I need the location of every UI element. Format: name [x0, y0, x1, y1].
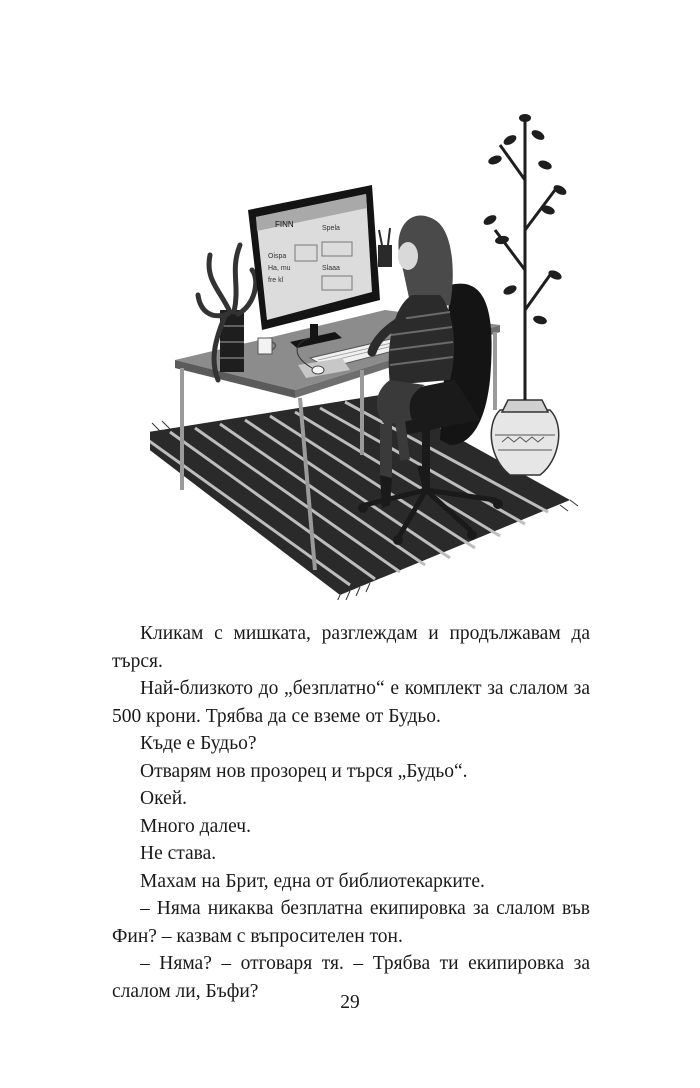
- paragraph: – Няма никаква безплатна екипировка за слалом във Фин? – казвам с въпросителен тон.: [112, 898, 590, 947]
- paragraph: Най-близкото до „безплатно“ е комплект за слалом за 500 крони. Трябва да се вземе от Будьо.: [112, 678, 590, 727]
- paragraph: – Няма? – отговаря тя. – Трябва ти екипировка за слалом ли, Бъфи?: [112, 953, 590, 1002]
- paragraph: Не става.: [140, 843, 217, 864]
- illustration-girl-at-computer: [150, 80, 590, 600]
- pen-holder: [378, 228, 392, 267]
- story-text: [112, 620, 590, 1005]
- paragraph: Окей.: [140, 788, 188, 809]
- paragraph: Махам на Брит, една от библиотекарките.: [140, 870, 485, 892]
- paragraph: Много далеч.: [140, 815, 251, 837]
- ad-line: Spela: [322, 225, 340, 232]
- ad-line: Slaaa: [322, 265, 340, 272]
- potted-tree: [482, 114, 568, 475]
- page-number: 29: [340, 992, 360, 1013]
- ad-line: Oispa: [268, 253, 287, 260]
- ad-line: Ha, mu: [268, 265, 291, 272]
- paragraph: Отварям нов прозорец и търся „Будьо“.: [140, 760, 468, 782]
- paragraph: Кликам с мишката, разглеждам и продължавам да търся.: [112, 623, 590, 672]
- finn-logo: FINN: [275, 220, 294, 229]
- ad-line: fre kl: [268, 277, 284, 284]
- paragraph: Къде е Будьо?: [140, 733, 257, 754]
